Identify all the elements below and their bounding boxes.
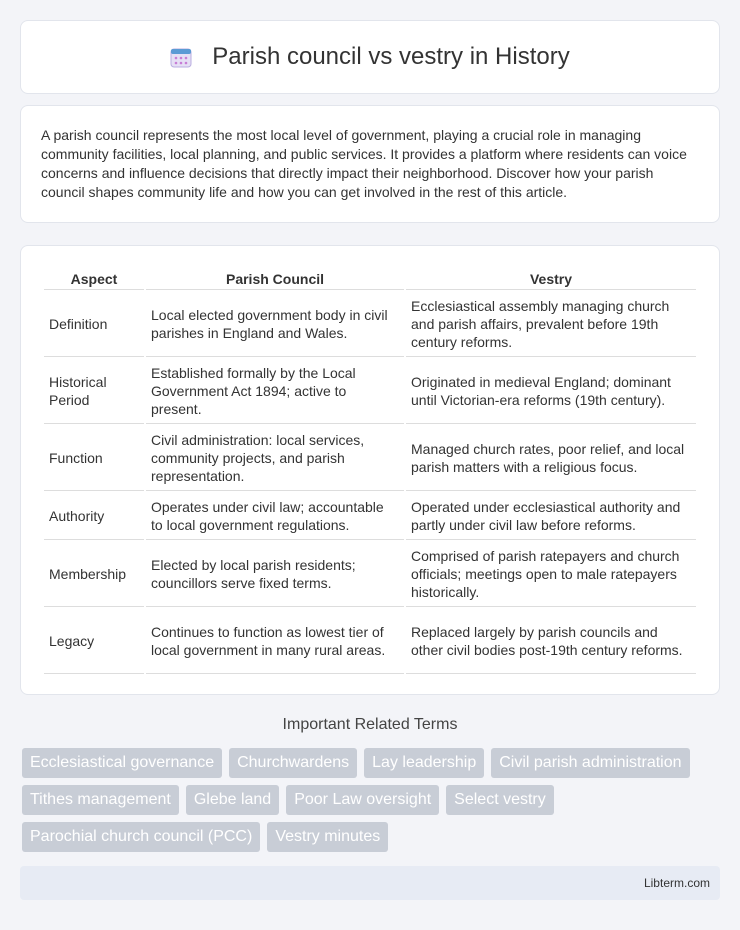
calendar-icon	[170, 46, 192, 68]
row-aspect: Legacy	[44, 609, 144, 674]
comparison-table	[42, 266, 698, 676]
row-vestry: Replaced largely by parish councils and other civil bodies post-19th century reforms.	[406, 609, 696, 674]
related-terms-title: Important Related Terms	[282, 716, 458, 733]
header-parish-council: Parish Council	[146, 268, 404, 290]
footer	[20, 866, 720, 900]
row-vestry: Originated in medieval England; dominant until Victorian-era reforms (19th century).	[406, 359, 696, 424]
header-aspect: Aspect	[44, 268, 144, 290]
table-row	[44, 426, 696, 491]
footer-brand-link[interactable]: Libterm.com	[643, 876, 710, 890]
row-vestry: Managed church rates, poor relief, and local parish matters with a religious focus.	[406, 426, 696, 491]
related-tag[interactable]: Parochial church council (PCC)	[22, 822, 260, 852]
row-aspect: Function	[44, 426, 144, 491]
related-tag[interactable]: Lay leadership	[364, 748, 484, 778]
related-tag[interactable]: Poor Law oversight	[286, 785, 439, 815]
row-vestry: Comprised of parish ratepayers and church officials; meetings open to male ratepayers historically.	[406, 542, 696, 607]
table-header-row	[44, 268, 696, 290]
table-row	[44, 359, 696, 424]
related-tag[interactable]: Ecclesiastical governance	[22, 748, 222, 778]
row-parish-council: Civil administration: local services, community projects, and parish representation.	[146, 426, 404, 491]
page-title: Parish council vs vestry in History	[212, 43, 570, 70]
table-row	[44, 609, 696, 674]
related-tag[interactable]: Civil parish administration	[491, 748, 689, 778]
row-vestry: Operated under ecclesiastical authority and partly under civil law before reforms.	[406, 493, 696, 540]
row-parish-council: Elected by local parish residents; councillors serve fixed terms.	[146, 542, 404, 607]
related-tag[interactable]: Glebe land	[186, 785, 279, 815]
related-tag[interactable]: Vestry minutes	[267, 822, 388, 852]
related-tag[interactable]: Tithes management	[22, 785, 179, 815]
row-parish-council: Local elected government body in civil parishes in England and Wales.	[146, 292, 404, 357]
row-aspect: Historical Period	[44, 359, 144, 424]
row-parish-council: Established formally by the Local Government Act 1894; active to present.	[146, 359, 404, 424]
table-row	[44, 292, 696, 357]
related-tag[interactable]: Churchwardens	[229, 748, 357, 778]
intro-card	[20, 105, 720, 223]
row-vestry: Ecclesiastical assembly managing church and parish affairs, prevalent before 19th century reforms.	[406, 292, 696, 357]
intro-text: A parish council represents the most local level of government, playing a crucial role in managing community facilities, local planning, and public services. It provides a platform where residents can voice concerns and influence decisions that directly impact their neighborhood. Discover how your parish council shapes community life and how you can get involved in the rest of this article.	[41, 127, 687, 200]
table-row	[44, 493, 696, 540]
row-parish-council: Continues to function as lowest tier of local government in many rural areas.	[146, 609, 404, 674]
header-vestry: Vestry	[406, 268, 696, 290]
header-card	[20, 20, 720, 94]
related-tag[interactable]: Select vestry	[446, 785, 554, 815]
comparison-card	[20, 245, 720, 695]
row-parish-council: Operates under civil law; accountable to local government regulations.	[146, 493, 404, 540]
related-terms-list	[22, 748, 712, 859]
table-row	[44, 542, 696, 607]
row-aspect: Authority	[44, 493, 144, 540]
row-aspect: Definition	[44, 292, 144, 357]
row-aspect: Membership	[44, 542, 144, 607]
